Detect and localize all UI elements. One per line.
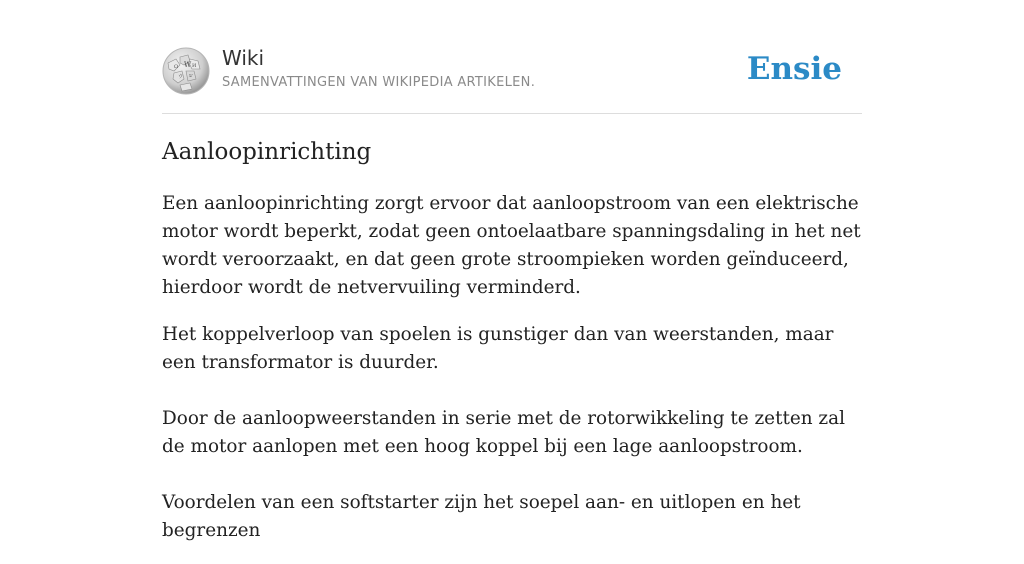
- article-paragraph-3: Door de aanloopweerstanden in serie met de rotorwikkeling te zetten zal de motor aanlopen met een hoog koppel bij een lage aanloopstroom.: [162, 408, 845, 457]
- svg-text:Ω: Ω: [174, 64, 179, 70]
- svg-text:И: И: [192, 63, 197, 69]
- svg-text:ש: ש: [189, 73, 193, 79]
- svg-text:ウ: ウ: [178, 74, 184, 80]
- svg-text:W: W: [184, 61, 192, 69]
- wikipedia-globe-icon[interactable]: [162, 47, 210, 95]
- site-header: [162, 0, 862, 114]
- article-body: [162, 190, 862, 564]
- page-title: Aanloopinrichting: [162, 139, 372, 165]
- article-paragraph-2: Het koppelverloop van spoelen is gunstiger dan van weerstanden, maar een transformator is duurder.: [162, 324, 834, 373]
- article-paragraph-1: Een aanloopinrichting zorgt ervoor dat aanloopstroom van een elektrische motor wordt beperkt, zodat geen ontoelaatbare spanningsdaling in het net wordt veroorzaakt, en dat geen grote stroompieken worden geïnduceerd, hierdoor wordt de netvervuiling verminderd.: [162, 193, 861, 298]
- site-name[interactable]: Wiki: [222, 46, 265, 70]
- content-container: [162, 0, 862, 541]
- article-paragraph-4: Voordelen van een softstarter zijn het soepel aan- en uitlopen en het begrenzen: [162, 492, 801, 541]
- site-description: SAMENVATTINGEN VAN WIKIPEDIA ARTIKELEN.: [222, 75, 536, 90]
- brand-logo-link[interactable]: Ensie: [746, 51, 842, 87]
